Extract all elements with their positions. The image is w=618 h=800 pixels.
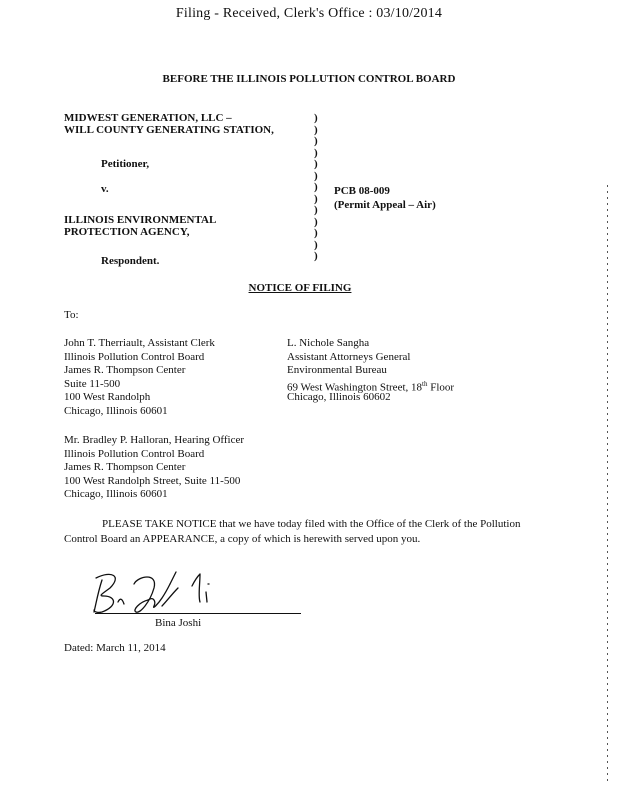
filing-stamp-header: Filing - Received, Clerk's Office : 03/10/2014 <box>175 6 443 21</box>
signatory-name: Bina Joshi <box>155 617 202 629</box>
address-line: Assistant Attorneys General <box>287 350 411 363</box>
caption-paren: ) <box>314 181 318 193</box>
petitioner-name-line1: MIDWEST GENERATION, LLC – <box>64 112 232 124</box>
clerk-address-block <box>64 337 215 419</box>
address-line-floor <box>287 378 454 392</box>
caption-paren: ) <box>314 169 318 182</box>
address-line: Mr. Bradley P. Halloran, Hearing Officer <box>64 434 245 446</box>
signature-line <box>95 613 301 614</box>
respondent-name <box>64 215 216 238</box>
caption-paren: ) <box>314 146 318 159</box>
address-line: Illinois Pollution Control Board <box>64 447 205 460</box>
case-info <box>334 184 436 212</box>
petitioner-name <box>64 113 274 136</box>
caption-paren: ) <box>314 192 318 205</box>
caption-paren: ) <box>314 204 318 216</box>
address-line: Environmental Bureau <box>287 364 387 377</box>
respondent-label: Respondent. <box>101 255 160 267</box>
address-line: Illinois Pollution Control Board <box>64 350 205 363</box>
caption-paren: ) <box>314 215 318 228</box>
floor-word: Floor <box>427 381 455 394</box>
case-number: PCB 08-009 <box>334 185 390 197</box>
petitioner-name-line2: WILL COUNTY GENERATING STATION, <box>64 123 274 136</box>
to-label: To: <box>64 309 79 321</box>
handwritten-signature <box>88 562 228 620</box>
dated-line: Dated: March 11, 2014 <box>64 642 166 654</box>
hearing-officer-address-block <box>64 434 244 502</box>
caption-paren: ) <box>314 158 318 170</box>
address-line: 100 West Randolph Street, Suite 11-500 <box>64 474 241 487</box>
petitioner-label: Petitioner, <box>101 158 150 170</box>
respondent-name-line2: PROTECTION AGENCY, <box>64 225 190 238</box>
address-line: Suite 11-500 <box>64 377 121 390</box>
address-line: Chicago, Illinois 60601 <box>64 488 168 501</box>
scan-edge-marks <box>607 185 608 785</box>
address-line: L. Nichole Sangha <box>287 337 370 349</box>
address-line: James R. Thompson Center <box>64 364 186 377</box>
caption-paren: ) <box>314 238 318 251</box>
address-line: 100 West Randolph <box>64 391 151 404</box>
board-title: BEFORE THE ILLINOIS POLLUTION CONTROL BOARD <box>162 73 456 85</box>
caption-paren: ) <box>314 250 318 262</box>
versus-label: v. <box>101 183 109 195</box>
notice-title: NOTICE OF FILING <box>248 282 352 294</box>
attorney-address-block <box>287 337 454 405</box>
caption-paren: ) <box>314 227 318 239</box>
notice-paragraph: PLEASE TAKE NOTICE that we have today filed with the Office of the Clerk of the Pollution Control Board an APPEARANCE, a copy of which is herewith served upon you. <box>64 518 521 545</box>
address-line: Chicago, Illinois 60601 <box>64 404 168 417</box>
caption-parentheses <box>314 113 318 263</box>
address-line: Chicago, Illinois 60602 <box>287 391 391 404</box>
address-line: John T. Therriault, Assistant Clerk <box>64 337 215 349</box>
caption-paren: ) <box>314 135 318 147</box>
case-type: (Permit Appeal – Air) <box>334 199 436 211</box>
respondent-name-line1: ILLINOIS ENVIRONMENTAL <box>64 214 217 226</box>
street-text: 69 West Washington Street, 18 <box>287 381 423 394</box>
ordinal-suffix: th <box>422 379 428 388</box>
caption-paren: ) <box>314 112 318 124</box>
address-line: James R. Thompson Center <box>64 461 186 474</box>
caption-paren: ) <box>314 123 318 136</box>
